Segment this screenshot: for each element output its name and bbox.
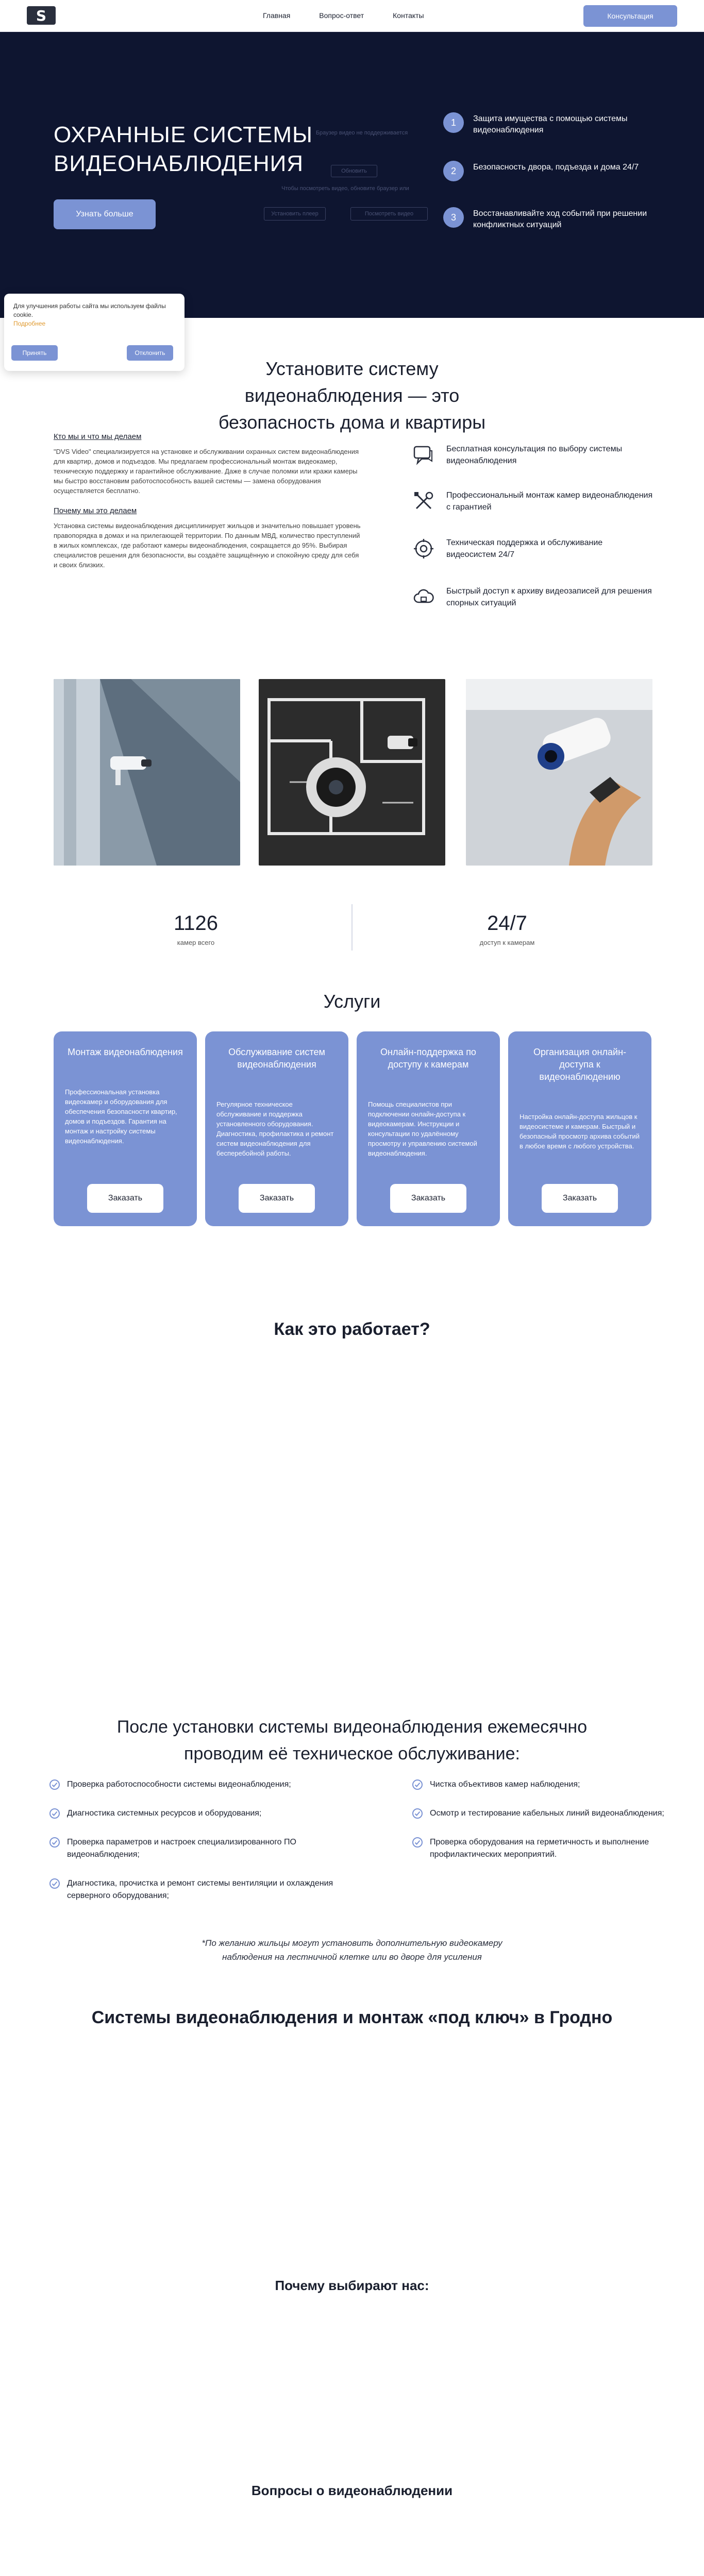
watch-video-button[interactable]: Посмотреть видео bbox=[350, 207, 428, 221]
learn-more-button[interactable]: Узнать больше bbox=[54, 199, 156, 229]
cookie-text: Для улучшения работы сайта мы используем файлы cookie. bbox=[13, 302, 166, 318]
order-button[interactable]: Заказать bbox=[87, 1184, 163, 1213]
video-unsupported-notice: Браузер видео не поддерживается bbox=[315, 130, 408, 136]
hero-feature bbox=[443, 161, 660, 181]
check-icon bbox=[412, 1808, 423, 1819]
stat-cameras bbox=[93, 911, 299, 946]
check-icon bbox=[412, 1837, 423, 1848]
cloud-icon bbox=[412, 586, 435, 608]
nav-home[interactable]: Главная bbox=[263, 11, 291, 20]
who-text: "DVS Video" специализируется на установке и обслуживании охранных систем видеонаблюдения для квартир, домов и подъездов. Мы предлагаем профессиональный монтаж видеокамер, техническую поддержку и гарантийное обслуживание. Даже в случае поломки или кражи камеры мы быстро восстановим работоспособность вашей системы — замена оборудования осуществляется бесплатно. bbox=[54, 448, 359, 495]
order-button[interactable]: Заказать bbox=[239, 1184, 315, 1213]
consult-button[interactable]: Консультация bbox=[583, 5, 677, 27]
card-title: Обслуживание систем видеонаблюдения bbox=[228, 1047, 325, 1070]
service-card bbox=[357, 1031, 500, 1226]
check-item bbox=[49, 1836, 369, 1861]
card-title: Онлайн-поддержка по доступу к камерам bbox=[380, 1047, 476, 1070]
hero-feature bbox=[443, 207, 660, 231]
chat-icon bbox=[412, 444, 435, 466]
stats-divider bbox=[351, 904, 353, 951]
how-title: Как это работает? bbox=[274, 1319, 430, 1339]
service-text: Бесплатная консультация по выбору системы видеонаблюдения bbox=[446, 445, 623, 465]
check-text: Проверка параметров и настроек специализированного ПО видеонаблюдения; bbox=[67, 1838, 296, 1859]
cookie-more-link[interactable]: Подробнее bbox=[13, 320, 46, 327]
about-title: Установите систему видеонаблюдения — это безопасность дома и квартиры bbox=[218, 358, 486, 433]
turnkey-title: Системы видеонаблюдения и монтаж «под ключ» в Гродно bbox=[91, 2008, 613, 2027]
stat-label: доступ к камерам bbox=[479, 939, 535, 946]
check-text: Чистка объективов камер наблюдения; bbox=[430, 1780, 580, 1789]
support-icon bbox=[412, 537, 435, 560]
who-heading: Кто мы и что мы делаем bbox=[54, 432, 142, 441]
check-icon bbox=[49, 1837, 60, 1848]
card-title: Организация онлайн-доступа к видеонаблюдению bbox=[533, 1047, 627, 1082]
logo[interactable]: S bbox=[27, 6, 56, 25]
feature-text: Защита имущества с помощью системы видеонаблюдения bbox=[473, 114, 628, 134]
stat-access bbox=[404, 911, 610, 946]
service-item bbox=[412, 489, 655, 513]
stat-value: 1126 bbox=[173, 912, 218, 935]
service-card bbox=[54, 1031, 197, 1226]
service-item bbox=[412, 585, 655, 609]
check-item bbox=[49, 1877, 369, 1902]
install-player-button[interactable]: Установить плеер bbox=[264, 207, 326, 221]
services-title: Услуги bbox=[323, 991, 381, 1012]
order-button[interactable]: Заказать bbox=[390, 1184, 466, 1213]
check-item bbox=[49, 1778, 369, 1791]
check-item bbox=[412, 1807, 680, 1820]
faq-title: Вопросы о видеонаблюдении bbox=[251, 2483, 453, 2498]
check-text: Проверка работоспособности системы видеонаблюдения; bbox=[67, 1780, 291, 1789]
why-title: Почему выбирают нас: bbox=[275, 2278, 429, 2293]
check-item bbox=[49, 1807, 369, 1820]
feature-number: 2 bbox=[443, 161, 464, 181]
camera-photo-2 bbox=[259, 679, 445, 866]
maintenance-note: *По желанию жильцы могут установить дополнительную видеокамеру наблюдения на лестничной клетке или во дворе для усиления bbox=[202, 1938, 502, 1962]
card-text: Настройка онлайн-доступа жильцов к видеосистеме и камерам. Быстрый и безопасный просмотр архива событий в любое время с любого устройства. bbox=[519, 1113, 640, 1150]
check-item bbox=[412, 1836, 680, 1861]
check-icon bbox=[412, 1780, 423, 1790]
cookie-accept-button[interactable]: Принять bbox=[11, 345, 58, 361]
service-text: Профессиональный монтаж камер видеонаблюдения с гарантией bbox=[446, 491, 653, 512]
card-text: Регулярное техническое обслуживание и поддержка установленного оборудования. Диагностика, профилактика и ремонт систем видеонаблюдения для бесперебойной работы. bbox=[216, 1100, 334, 1157]
why-text: Установка системы видеонаблюдения дисциплинирует жильцов и значительно повышает уровень правопорядка в домах и на прилегающей территории. По данным МВД, количество преступлений в жилых комплексах, где работают камеры видеонаблюдения, сокращается до 95%. Выбирая специалистов решения для безопасности, вы создаёте защищённую и спокойную среду для себя и своих близких. bbox=[54, 522, 361, 569]
check-text: Проверка оборудования на герметичность и выполнение профилактических мероприятий. bbox=[430, 1838, 649, 1859]
check-item bbox=[412, 1778, 680, 1791]
camera-photo-1 bbox=[54, 679, 240, 866]
stat-label: камер всего bbox=[177, 939, 215, 946]
card-text: Помощь специалистов при подключении онлайн-доступа к видеокамерам. Инструкции и консультации по удалённому просмотру и управлению системой видеонаблюдения. bbox=[368, 1100, 477, 1157]
check-icon bbox=[49, 1808, 60, 1819]
feature-number: 3 bbox=[443, 207, 464, 228]
service-text: Быстрый доступ к архиву видеозаписей для решения спорных ситуаций bbox=[446, 587, 652, 607]
main-nav bbox=[263, 11, 424, 20]
check-icon bbox=[49, 1878, 60, 1889]
feature-text: Безопасность двора, подъезда и дома 24/7 bbox=[473, 163, 639, 172]
service-card bbox=[508, 1031, 651, 1226]
check-text: Диагностика системных ресурсов и оборудования; bbox=[67, 1809, 262, 1818]
hero-feature bbox=[443, 112, 660, 136]
tools-icon bbox=[412, 490, 435, 513]
order-button[interactable]: Заказать bbox=[542, 1184, 618, 1213]
site-header bbox=[0, 0, 704, 32]
nav-faq[interactable]: Вопрос-ответ bbox=[319, 11, 364, 20]
feature-text: Восстанавливайте ход событий при решении конфликтных ситуаций bbox=[473, 209, 647, 229]
card-text: Профессиональная установка видеокамер и оборудования для обеспечения безопасности квартир, домов и подъездов. Гарантия на монтаж и настройку системы видеонаблюдения. bbox=[65, 1088, 177, 1145]
check-icon bbox=[49, 1780, 60, 1790]
maintenance-title: После установки системы видеонаблюдения ежемесячно проводим её техническое обслуживание: bbox=[116, 1717, 588, 1764]
feature-number: 1 bbox=[443, 112, 464, 133]
stat-value: 24/7 bbox=[487, 912, 527, 935]
check-text: Диагностика, прочистка и ремонт системы вентиляции и охлаждения серверного оборудования; bbox=[67, 1879, 333, 1900]
service-card bbox=[205, 1031, 348, 1226]
nav-contacts[interactable]: Контакты bbox=[393, 11, 424, 20]
why-heading: Почему мы это делаем bbox=[54, 506, 137, 515]
check-text: Осмотр и тестирование кабельных линий видеонаблюдения; bbox=[430, 1809, 664, 1818]
card-title: Монтаж видеонаблюдения bbox=[68, 1047, 183, 1057]
video-hint: Чтобы посмотреть видео, обновите браузер или bbox=[281, 185, 409, 192]
cookie-decline-button[interactable]: Отклонить bbox=[127, 345, 173, 361]
service-text: Техническая поддержка и обслуживание видеосистем 24/7 bbox=[446, 538, 603, 559]
service-item bbox=[412, 537, 655, 561]
camera-photo-3 bbox=[466, 679, 652, 866]
about-text-column bbox=[54, 432, 363, 580]
update-browser-button[interactable]: Обновить bbox=[331, 165, 377, 177]
service-item bbox=[412, 443, 655, 467]
hero-section bbox=[0, 32, 704, 318]
hero-title: ОХРАННЫЕ СИСТЕМЫ ВИДЕОНАБЛЮДЕНИЯ bbox=[54, 122, 313, 176]
